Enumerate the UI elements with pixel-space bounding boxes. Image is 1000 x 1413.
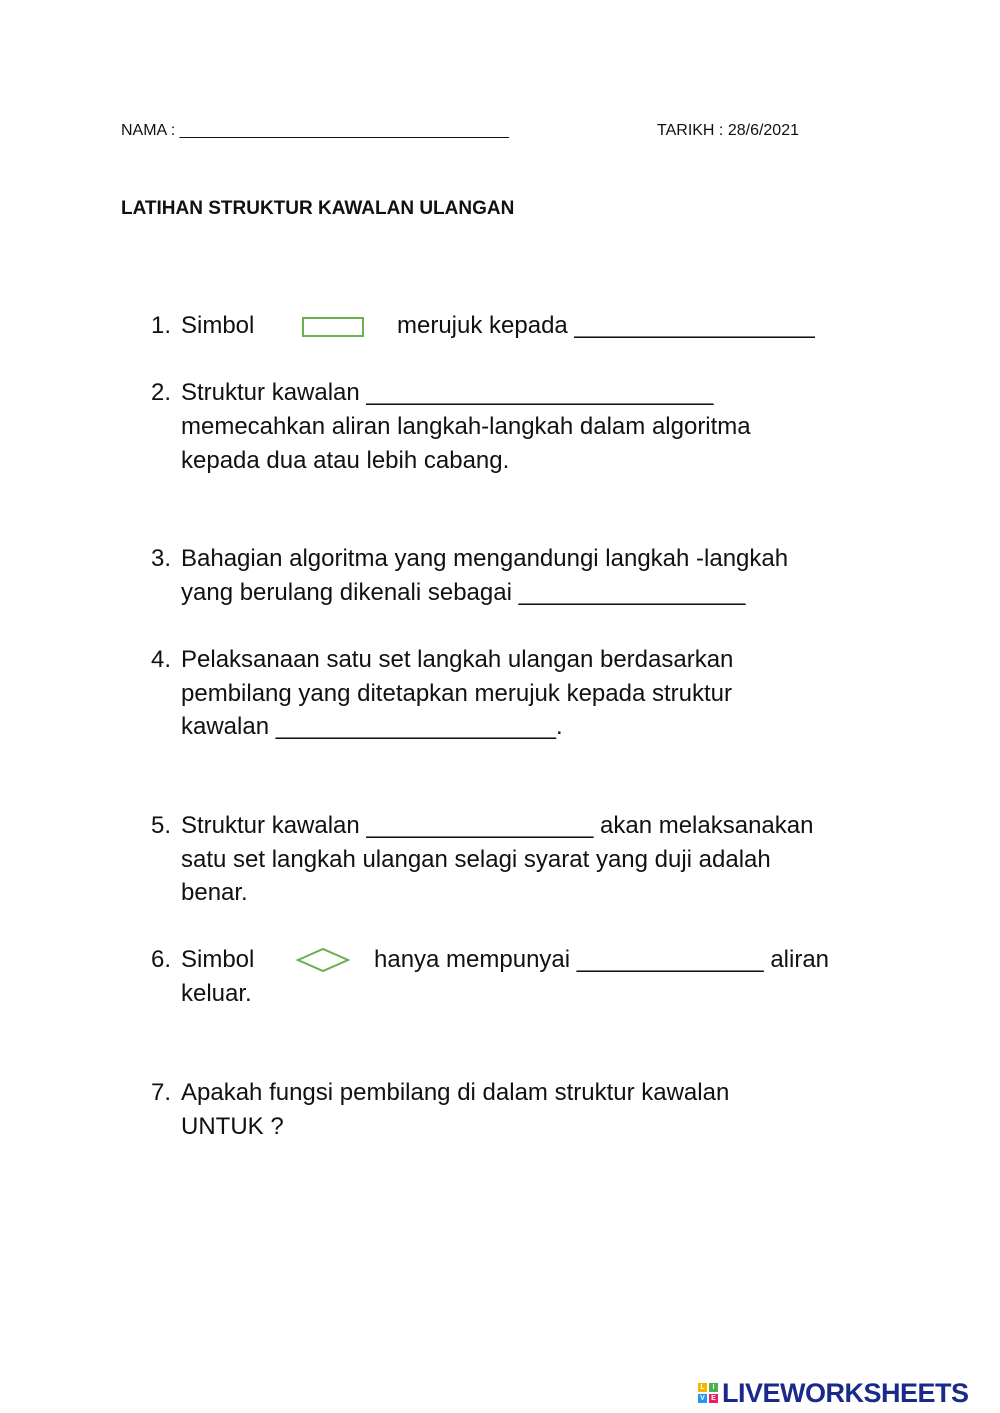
question-text: kepada dua atau lebih cabang. [181, 447, 510, 474]
question-text: keluar. [181, 980, 252, 1007]
question-number: 2. [151, 379, 172, 406]
question-text: satu set langkah ulangan selagi syarat yang duji adalah [181, 846, 771, 873]
question-number: 5. [151, 812, 172, 839]
question-text: Simbol [181, 312, 255, 339]
liveworksheets-logo [698, 1378, 969, 1408]
question-text: Struktur kawalan _________________ akan melaksanakan [181, 812, 814, 839]
question-text: memecahkan aliran langkah-langkah dalam algoritma [181, 413, 751, 440]
rectangle-icon [302, 317, 364, 337]
question-text: Pelaksanaan satu set langkah ulangan berdasarkan [181, 646, 734, 673]
question-text: UNTUK ? [181, 1113, 284, 1140]
question-text: yang berulang dikenali sebagai _________________ [181, 579, 746, 606]
question-text: Simbol [181, 946, 255, 973]
question-text: kawalan _____________________. [181, 713, 563, 740]
question-number: 4. [151, 646, 172, 673]
question-number: 6. [151, 946, 172, 973]
question-text: Struktur kawalan __________________________ [181, 379, 714, 406]
logo-icon-letter: V [698, 1394, 707, 1403]
diamond-icon [296, 947, 350, 973]
question-number: 3. [151, 545, 172, 572]
question-number: 1. [151, 312, 172, 339]
logo-icon-letter: I [709, 1383, 718, 1392]
logo-icon-letter: E [709, 1394, 718, 1403]
name-field-label: NAMA : _____________________________________ [121, 122, 509, 139]
question-text: Bahagian algoritma yang mengandungi langkah -langkah [181, 545, 789, 572]
question-text: pembilang yang ditetapkan merujuk kepada struktur [181, 680, 732, 707]
question-text: merujuk kepada __________________ [397, 312, 815, 339]
question-text: Apakah fungsi pembilang di dalam struktur kawalan [181, 1079, 730, 1106]
logo-text: LIVEWORKSHEETS [722, 1377, 969, 1408]
page-title: LATIHAN STRUKTUR KAWALAN ULANGAN [121, 198, 515, 219]
question-number: 7. [151, 1079, 172, 1106]
logo-icon-letter: L [698, 1383, 707, 1392]
question-text: benar. [181, 879, 248, 906]
logo-icon [698, 1383, 718, 1403]
date-label: TARIKH : 28/6/2021 [657, 122, 799, 139]
question-text: hanya mempunyai ______________ aliran [374, 946, 830, 973]
